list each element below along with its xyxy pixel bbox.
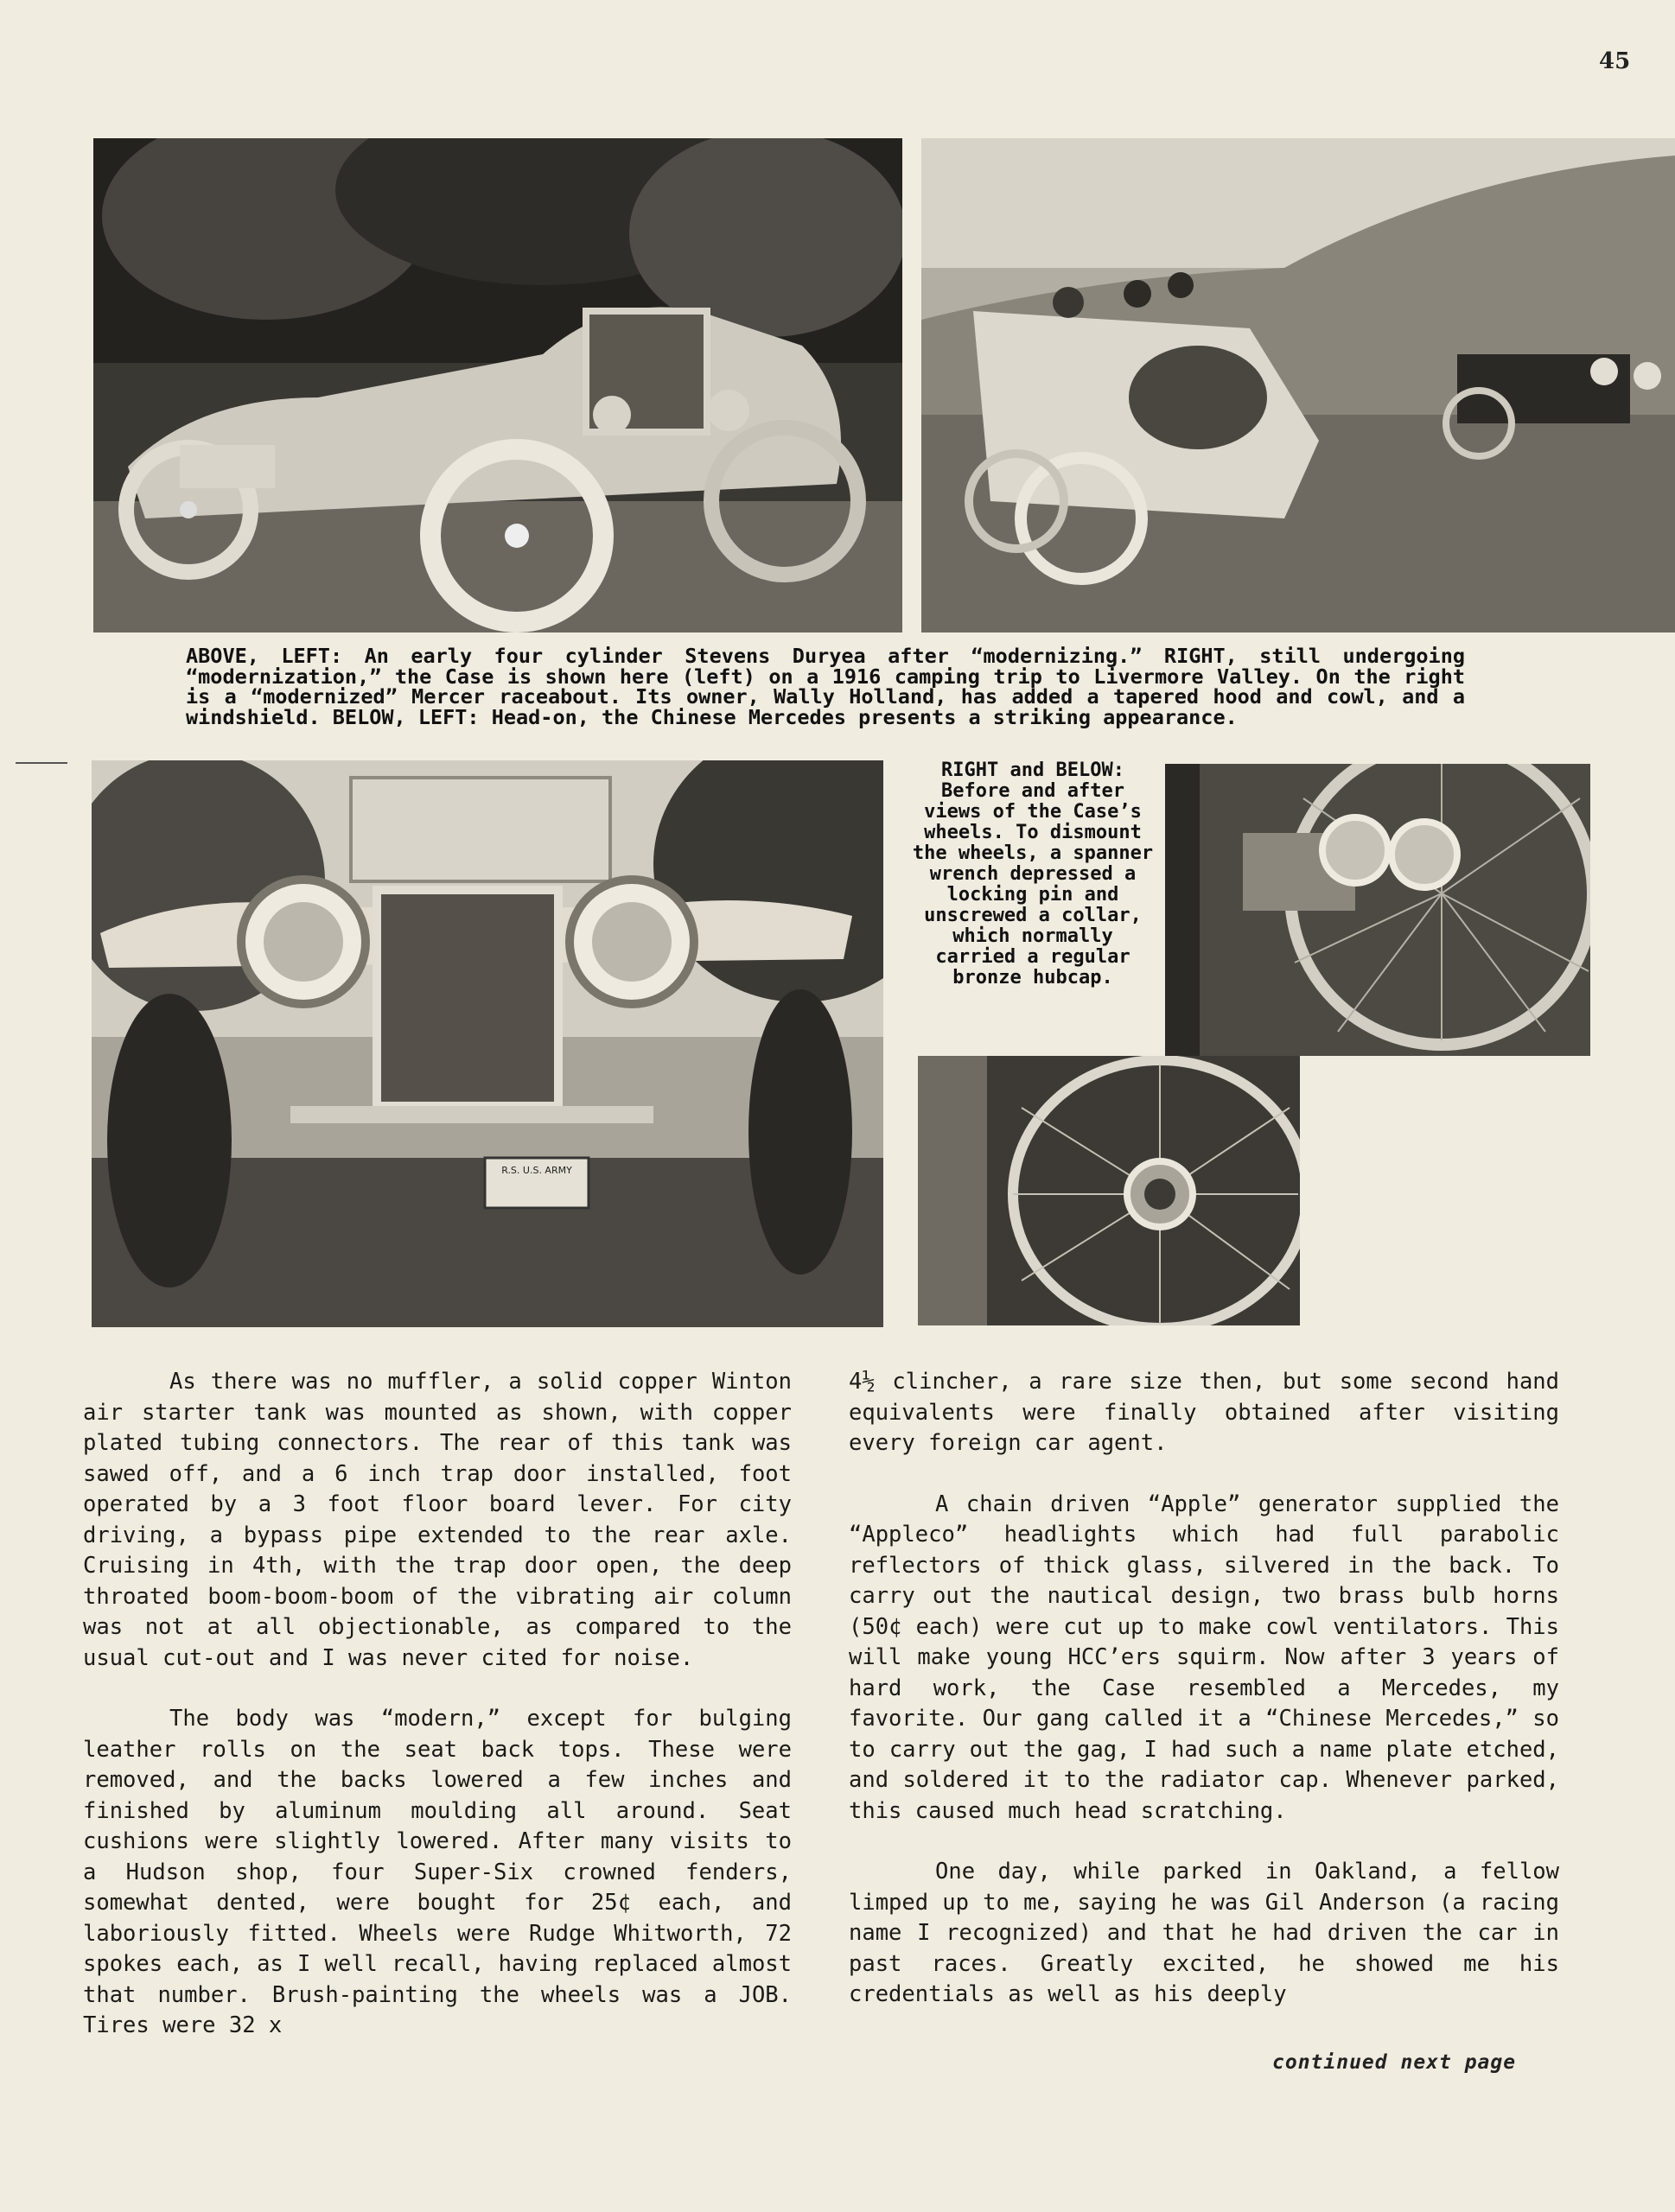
article-paragraph: 4½ clincher, a rare size then, but some second hand equivalents were finally obtained after visiting every foreign car agent. [849,1369,1559,1456]
photo-camping-trip [921,138,1675,632]
photo-wheel-before [1165,764,1590,1056]
plate-text: R.S. U.S. ARMY [501,1165,572,1176]
photo-chinese-mercedes [92,760,883,1327]
caption-top: ABOVE, LEFT: An early four cylinder Stevens Duryea after “modernizing.” RIGHT, still undergoing “modernization,” the Case is shown here (left) on a 1916 camping trip to Livermore Valley. On the right is a “modernized” Mercer raceabout. Its owner, Wally Holland, has added a tapered hood and cowl, and a windshield. BELOW, LEFT: Head-on, the Chinese Mercedes presents a striking appearance. [186,644,1465,729]
margin-mark [16,762,67,764]
photo-wheel-after [918,1056,1300,1325]
article-column-right [849,1367,1559,2041]
caption-side: RIGHT and BELOW: Before and after views of the Case’s wheels. To dismount the wheels, a spanner wrench depressed a locking pin and unscrewed a collar, which normally carried a regular bronze hubcap. [912,760,1154,988]
photo-stevens-duryea [93,138,902,632]
article-paragraph: The body was “modern,” except for bulging leather rolls on the seat back tops. These were removed, and the backs lowered a few inches and finished by aluminum moulding all around. Seat cushions were slightly lowered. After many visits to a Hudson shop, four Super-Six crowned fenders, somewhat dented, were bought for 25¢ each, and laboriously fitted. Wheels were Rudge Whitworth, 72 spokes each, as I well recall, having replaced almost that number. Brush-painting the wheels was a JOB. Tires were 32 x [83,1706,792,2038]
article-paragraph: One day, while parked in Oakland, a fellow limped up to me, saying he was Gil Anderson (a racing name I recognized) and that he had driven the car in past races. Greatly excited, he showed me his credentials as well as his deeply [849,1859,1559,2007]
article-column-left [83,1367,792,2072]
article-paragraph: As there was no muffler, a solid copper Winton air starter tank was mounted as shown, with copper plated tubing connectors. The rear of this tank was sawed off, and a 6 inch trap door installed, foot operated by a 3 foot floor board lever. For city driving, a bypass pipe extended to the rear axle. Cruising in 4th, with the trap door open, the deep throated boom-boom-boom of the vibrating air column was not at all objectionable, as compared to the usual cut-out and I was never cited for noise. [83,1369,792,1671]
article-paragraph: A chain driven “Apple” generator supplied the “Appleco” headlights which had full parabolic reflectors of thick glass, silvered in the back. To carry out the nautical design, two brass bulb horns (50¢ each) were cut up to make cowl ventilators. This will make young HCC’ers squirm. Now after 3 years of hard work, the Case resembled a Mercedes, my favorite. Our gang called it a “Chinese Mercedes,” so to carry out the gag, I had such a name plate etched, and soldered it to the radiator cap. Whenever parked, this caused much head scratching. [849,1491,1559,1824]
page-number: 45 [1599,48,1631,74]
continued-next-page: continued next page [1272,2051,1517,2074]
